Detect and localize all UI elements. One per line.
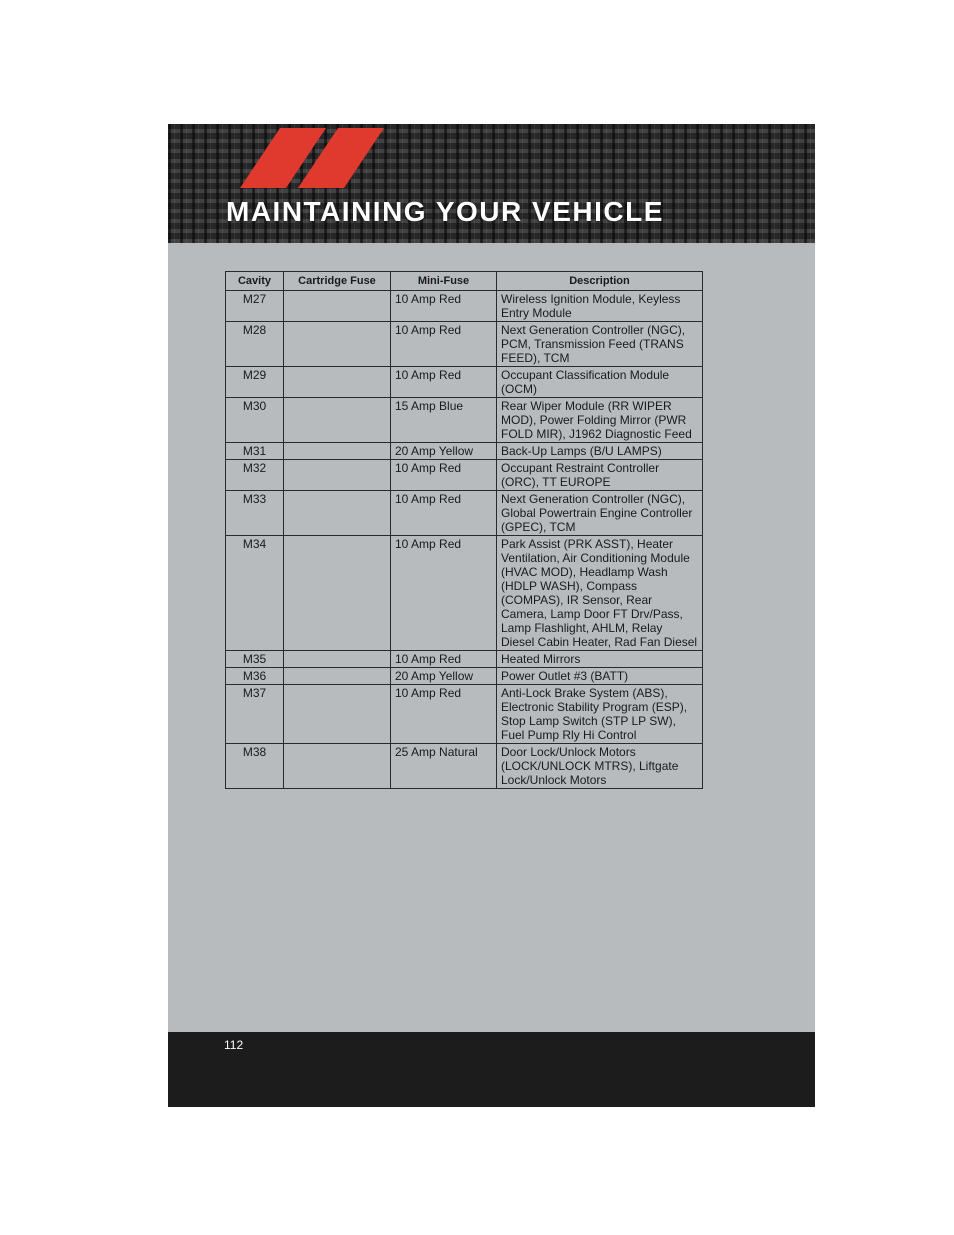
fuse-table xyxy=(225,271,703,789)
cartridge-fuse-cell xyxy=(284,460,391,491)
mini-fuse-cell: 10 Amp Red xyxy=(391,322,497,367)
description-cell: Park Assist (PRK ASST), Heater Ventilation, Air Conditioning Module (HVAC MOD), Headlamp Wash (HDLP WASH), Compass (COMPAS), IR Sensor, Rear Camera, Lamp Door FT Drv/Pass, Lamp Flashlight, AHLM, Relay Diesel Cabin Heater, Rad Fan Diesel xyxy=(497,536,703,651)
cavity-cell: M36 xyxy=(226,668,284,685)
table-row xyxy=(226,668,703,685)
description-cell: Occupant Restraint Controller (ORC), TT EUROPE xyxy=(497,460,703,491)
column-header-cavity: Cavity xyxy=(226,272,284,291)
description-cell: Next Generation Controller (NGC), PCM, Transmission Feed (TRANS FEED), TCM xyxy=(497,322,703,367)
cartridge-fuse-cell xyxy=(284,536,391,651)
table-row xyxy=(226,443,703,460)
description-cell: Power Outlet #3 (BATT) xyxy=(497,668,703,685)
cavity-cell: M30 xyxy=(226,398,284,443)
description-cell: Wireless Ignition Module, Keyless Entry Module xyxy=(497,291,703,322)
mini-fuse-cell: 25 Amp Natural xyxy=(391,744,497,789)
mini-fuse-cell: 10 Amp Red xyxy=(391,685,497,744)
cartridge-fuse-cell xyxy=(284,491,391,536)
table-row xyxy=(226,398,703,443)
column-header-mini-fuse: Mini-Fuse xyxy=(391,272,497,291)
description-cell: Heated Mirrors xyxy=(497,651,703,668)
description-cell: Next Generation Controller (NGC), Global Powertrain Engine Controller (GPEC), TCM xyxy=(497,491,703,536)
table-row xyxy=(226,367,703,398)
table-header-row xyxy=(226,272,703,291)
cartridge-fuse-cell xyxy=(284,367,391,398)
cartridge-fuse-cell xyxy=(284,744,391,789)
description-cell: Door Lock/Unlock Motors (LOCK/UNLOCK MTRS), Liftgate Lock/Unlock Motors xyxy=(497,744,703,789)
section-title: MAINTAINING YOUR VEHICLE xyxy=(226,196,664,227)
cartridge-fuse-cell xyxy=(284,668,391,685)
mini-fuse-cell: 10 Amp Red xyxy=(391,536,497,651)
description-cell: Occupant Classification Module (OCM) xyxy=(497,367,703,398)
cartridge-fuse-cell xyxy=(284,291,391,322)
description-cell: Anti-Lock Brake System (ABS), Electronic Stability Program (ESP), Stop Lamp Switch (STP LP SW), Fuel Pump Rly Hi Control xyxy=(497,685,703,744)
cartridge-fuse-cell xyxy=(284,685,391,744)
page-number: 112 xyxy=(224,1038,244,1052)
table-row xyxy=(226,291,703,322)
cartridge-fuse-cell xyxy=(284,651,391,668)
cartridge-fuse-cell xyxy=(284,398,391,443)
cavity-cell: M34 xyxy=(226,536,284,651)
manual-page xyxy=(168,124,815,1107)
mini-fuse-cell: 10 Amp Red xyxy=(391,291,497,322)
mini-fuse-cell: 10 Amp Red xyxy=(391,367,497,398)
cavity-cell: M32 xyxy=(226,460,284,491)
mini-fuse-cell: 20 Amp Yellow xyxy=(391,668,497,685)
cavity-cell: M38 xyxy=(226,744,284,789)
cavity-cell: M29 xyxy=(226,367,284,398)
mini-fuse-cell: 10 Amp Red xyxy=(391,651,497,668)
column-header-description: Description xyxy=(497,272,703,291)
table-row xyxy=(226,536,703,651)
page-footer xyxy=(168,1032,815,1107)
cavity-cell: M31 xyxy=(226,443,284,460)
cavity-cell: M28 xyxy=(226,322,284,367)
double-stripe-logo-icon xyxy=(240,128,390,192)
mini-fuse-cell: 10 Amp Red xyxy=(391,491,497,536)
column-header-cartridge-fuse: Cartridge Fuse xyxy=(284,272,391,291)
cavity-cell: M33 xyxy=(226,491,284,536)
cartridge-fuse-cell xyxy=(284,322,391,367)
description-cell: Back-Up Lamps (B/U LAMPS) xyxy=(497,443,703,460)
cavity-cell: M27 xyxy=(226,291,284,322)
section-header xyxy=(168,124,815,243)
table-row xyxy=(226,685,703,744)
mini-fuse-cell: 15 Amp Blue xyxy=(391,398,497,443)
mini-fuse-cell: 20 Amp Yellow xyxy=(391,443,497,460)
cavity-cell: M37 xyxy=(226,685,284,744)
table-row xyxy=(226,322,703,367)
description-cell: Rear Wiper Module (RR WIPER MOD), Power Folding Mirror (PWR FOLD MIR), J1962 Diagnostic Feed xyxy=(497,398,703,443)
mini-fuse-cell: 10 Amp Red xyxy=(391,460,497,491)
cartridge-fuse-cell xyxy=(284,443,391,460)
table-row xyxy=(226,744,703,789)
cavity-cell: M35 xyxy=(226,651,284,668)
table-row xyxy=(226,491,703,536)
table-row xyxy=(226,460,703,491)
table-row xyxy=(226,651,703,668)
